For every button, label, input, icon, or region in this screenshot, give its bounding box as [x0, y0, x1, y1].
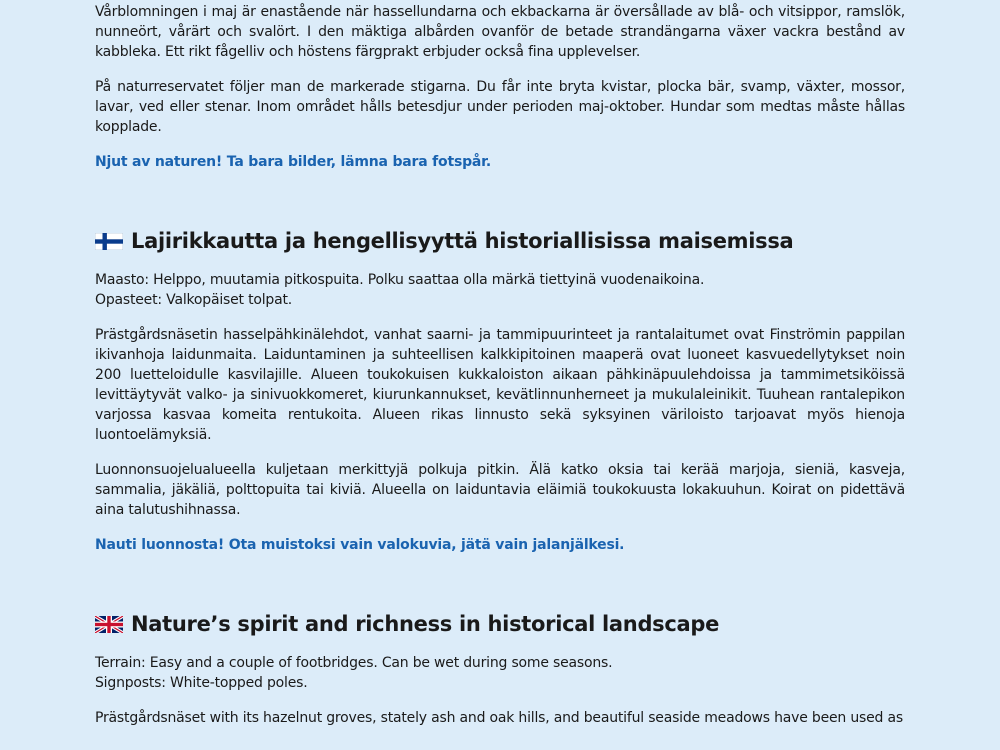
finnish-terrain: Maasto: Helppo, muutamia pitkospuita. Polku saattaa olla märkä tiettyinä vuodenaikoina. — [95, 272, 705, 288]
english-paragraph-1: Prästgårdsnäset with its hazelnut groves, stately ash and oak hills, and beautiful seaside meadows have been used as — [95, 710, 903, 726]
finnish-motto: Nauti luonnosta! Ota muistoksi vain valokuvia, jätä vain jalanjälkesi. — [95, 537, 625, 553]
swedish-paragraph-1: Vårblomningen i maj är enastående när hassellundarna och ekbackarna är översållade av blå- och vitsippor, ramslök, nunneört, vårärt och svalört. I den mäktiga albården ovanför de betade strandängarna växer vackra bestånd av kabbleka. Ett rikt fågelliv och höstens färgprakt erbjuder också fina upplevelser. — [95, 4, 905, 60]
finnish-signposts: Opasteet: Valkopäiset tolpat. — [95, 292, 293, 308]
finland-flag-icon — [95, 233, 123, 250]
finnish-paragraph-1: Prästgårdsnäsetin hasselpähkinälehdot, vanhat saarni- ja tammipuurinteet ja rantalaitumet ovat Finströmin pappilan ikivanhoja laidunmaita. Laiduntaminen ja suhteellisen kalkkipitoinen maaperä ovat luoneet kasvuedellytykset noin 200 luetteloidulle kasvilajille. Alueen toukokuisen kukkaloiston aikaan pähkinäpuulehdoissa ja tammimetsiköissä levittäytyvät valko- ja sinivuokkomeret, kiurunkannukset, kevätlinnunherneet ja mukulaleinikit. Tuuhean rantalepikon varjossa kasvaa komeita rentukoita. Alueen rikas linnusto sekä syksyinen väriloisto tarjoavat myös hienoja luontoelämyksiä. — [95, 327, 905, 443]
english-signposts: Signposts: White-topped poles. — [95, 675, 308, 691]
english-heading: Nature’s spirit and richness in historical landscape — [131, 612, 720, 636]
section-spacer — [95, 555, 905, 611]
section-spacer — [95, 172, 905, 228]
swedish-motto: Njut av naturen! Ta bara bilder, lämna bara fotspår. — [95, 154, 491, 170]
english-section — [95, 611, 905, 728]
finnish-paragraph-2: Luonnonsuojelualueella kuljetaan merkittyjä polkuja pitkin. Älä katko oksia tai kerää marjoja, sieniä, kasveja, sammalia, jäkäliä, polttopuita tai kiviä. Alueella on laiduntavia eläimiä toukokuusta lokakuuhun. Koirat on pidettävä aina talutushihnassa. — [95, 462, 905, 518]
uk-flag-icon — [95, 616, 123, 633]
finnish-heading: Lajirikkautta ja hengellisyyttä historiallisissa maisemissa — [131, 229, 794, 253]
english-terrain: Terrain: Easy and a couple of footbridges. Can be wet during some seasons. — [95, 655, 613, 671]
finnish-heading-row — [95, 228, 905, 254]
document-page — [95, 0, 905, 743]
swedish-section — [95, 0, 905, 172]
finnish-section — [95, 228, 905, 555]
swedish-paragraph-2: På naturreservatet följer man de markerade stigarna. Du får inte bryta kvistar, plocka bär, svamp, växter, mossor, lavar, ved eller stenar. Inom området hålls betesdjur under perioden maj-oktober. Hundar som medtas måste hållas kopplade. — [95, 79, 905, 135]
english-heading-row — [95, 611, 905, 637]
